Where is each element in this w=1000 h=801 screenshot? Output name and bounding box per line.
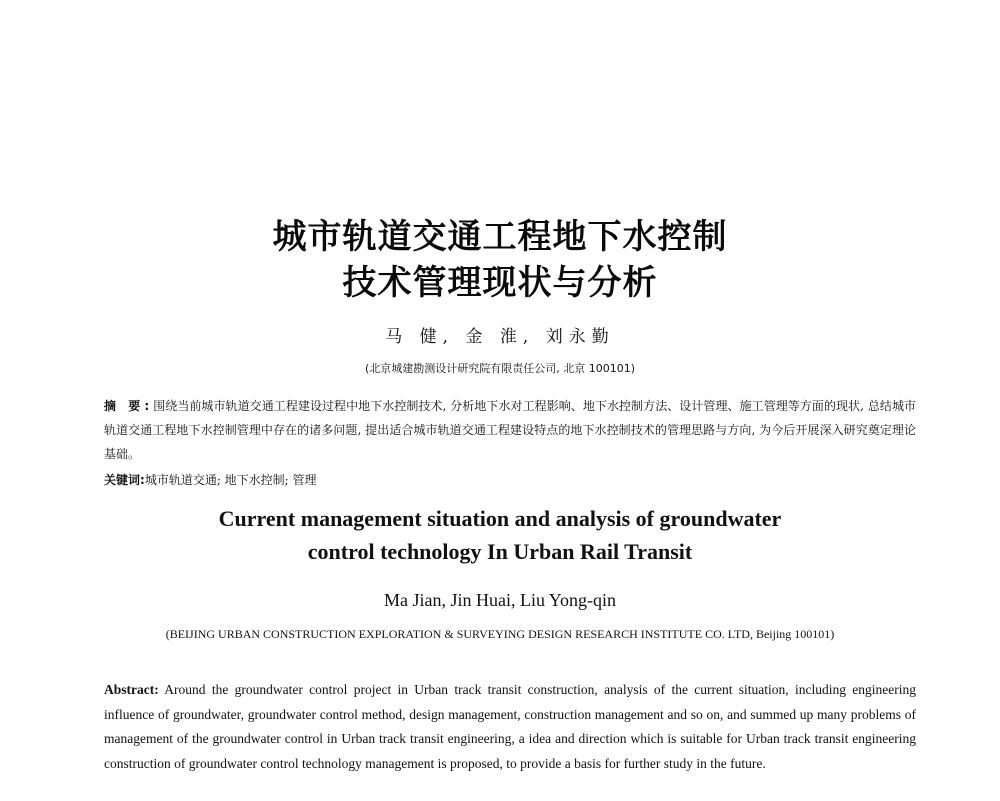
english-authors: Ma Jian, Jin Huai, Liu Yong-qin <box>383 590 616 610</box>
english-title-line-2: control technology In Urban Rail Transit <box>307 539 693 564</box>
english-abstract <box>104 678 916 776</box>
chinese-keywords <box>104 469 916 491</box>
chinese-authors: 马 健, 金 淮, 刘永勤 <box>385 327 615 347</box>
chinese-abstract-text: 围绕当前城市轨道交通工程建设过程中地下水控制技术, 分析地下水对工程影响、地下水控制方法、设计管理、施工管理等方面的现状, 总结城市轨道交通工程地下水控制管理中存在的诸多问题, 提出适合城市轨道交通工程建设特点的地下水控制技术的管理思路与方向, 为今后开展深入研究奠定理论基础。 <box>104 399 917 461</box>
chinese-keywords-text: 城市轨道交通; 地下水控制; 管理 <box>144 473 317 487</box>
english-title-line-1: Current management situation and analysis of groundwater <box>218 506 782 531</box>
english-affiliation: (BEIJING URBAN CONSTRUCTION EXPLORATION & SURVEYING DESIGN RESEARCH INSTITUTE CO. LTD, Beijing 100101) <box>165 627 835 641</box>
chinese-keywords-label: 关键词: <box>104 473 145 487</box>
chinese-abstract-label: 摘 要: <box>104 399 154 413</box>
english-abstract-text: Around the groundwater control project in Urban track transit construction, analysis of the current situation, including engineering influence of groundwater, groundwater control method, design management, construction management and so on, and summed up many problems of management of the groundwater control in Urban track transit engineering, a idea and direction which is suitable for Urban track transit engineering construction of groundwater control technology management is proposed, to provide a basis for further study in the future. <box>104 682 916 771</box>
chinese-affiliation: (北京城建勘测设计研究院有限责任公司, 北京 100101) <box>364 362 636 375</box>
chinese-title-line-1: 城市轨道交通工程地下水控制 <box>272 217 728 257</box>
english-abstract-label: Abstract: <box>104 682 159 697</box>
chinese-title-line-2: 技术管理现状与分析 <box>342 263 658 303</box>
chinese-abstract <box>104 394 916 466</box>
